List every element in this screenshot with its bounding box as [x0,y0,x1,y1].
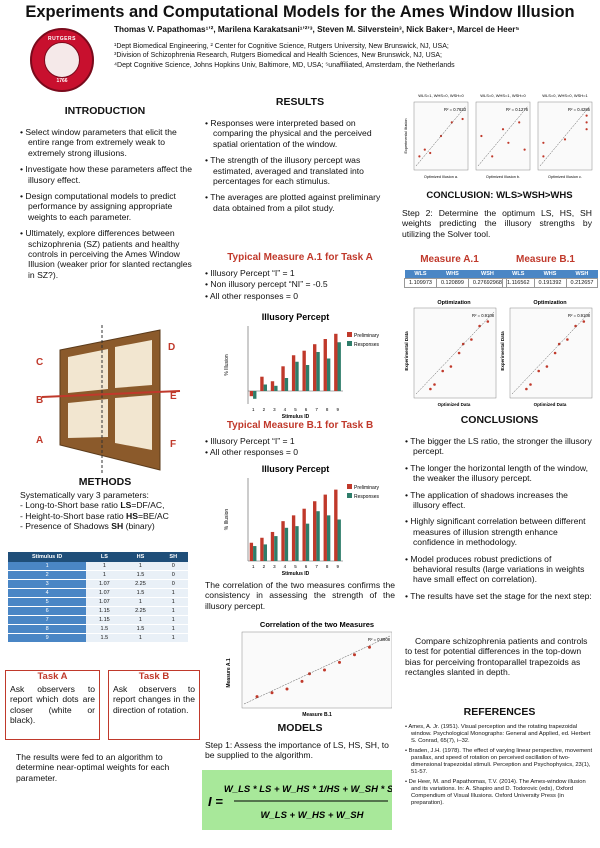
bar [264,385,267,392]
model-formula [202,770,392,830]
chart-title: Illusory Percept [261,312,330,322]
tick-label: 6 [304,564,308,569]
affiliation-line: ³Division of Schizophrenia Research, Rutgers Biomedical and Health Sciences, New Brunswick, NJ, USA; [114,52,442,60]
tick-label: 8 [325,564,329,569]
references-list [405,724,593,810]
legend-swatch [347,493,352,498]
coef-b-title: Measure B.1 [516,254,575,265]
r-squared-label: R² = 0.1276 [506,107,528,112]
y-axis-label: Experimental Data [500,331,505,371]
conclusion-label: CONCLUSION: [426,190,494,201]
reference-item: • De Heer, M. and Papathomas, T.V. (2014). The Ames-window illusion and its variations. In: A. Shapiro and D. Todorovic (eds), Oxford Compendium of Visual Illusions. Oxford University Press (in preparation). [405,779,586,806]
data-point [529,383,532,386]
bar [302,509,305,561]
y-axis-label: Measure A.1 [226,658,232,688]
table-cell: 0 [159,562,189,571]
methods-heading: METHODS [78,476,132,488]
table-cell: 9 [8,634,86,643]
chart-title: Optimization [533,300,567,306]
table-cell: 1.15 [86,616,122,625]
illusory-percept-chart-b [222,462,387,577]
measure-b-title: Typical Measure B.1 for Task B [226,420,374,431]
tick-label: 1 [252,564,255,569]
formula-graphic [202,770,392,830]
bar [274,536,277,561]
measure-a-title: Typical Measure A.1 for Task A [227,252,373,263]
ames-window-illustration [30,325,195,473]
data-point [429,388,432,391]
plot-area [510,308,592,398]
introduction-heading: INTRODUCTION [64,105,146,117]
tick-label: 8 [325,407,329,412]
tick-label: 2 [262,407,266,412]
data-point [368,646,371,649]
data-point [429,152,431,154]
chart-subtitle: WLS=0, WHS=0, WSH=1 [542,93,588,98]
window-pane [115,395,152,450]
seal-year: 1766 [56,78,68,84]
data-point [418,155,420,157]
tick-label: 2 [262,564,266,569]
illusory-percept-chart-a [222,310,387,420]
next-step-text: Compare schizophrenia patients and controls to test for potential differences in the top-down bias for perceiving frontoparallel trapezoids as rectangles slanted in depth. [405,636,588,678]
table-row [8,580,188,589]
table-cell: 1 [86,562,122,571]
bar [260,538,263,561]
plot-area [414,308,496,398]
tick-label: 7 [315,564,318,569]
list-item: • Select window parameters that elicit the entire range from extremely weak to extremely strong illusions. [20,127,198,158]
legend-label: Preliminary [354,485,380,491]
table-cell: 2 [8,571,86,580]
r-squared-label: R² = 0.7633 [444,107,466,112]
bar [250,391,253,396]
data-point [450,365,453,368]
chart-title: Optimized Illusion b. [485,175,521,179]
tick-label: 4 [283,407,287,412]
results-list [205,118,395,219]
data-point [502,128,504,130]
legend-swatch [347,484,352,489]
tick-label: 1 [252,407,255,412]
table-cell: 1 [159,625,189,634]
table-cell: 3 [8,580,86,589]
introduction-list [20,127,198,286]
table-cell: 1.5 [86,634,122,643]
x-axis-label: Stimulus ID [281,571,310,577]
data-point [338,661,341,664]
bar [313,501,316,561]
bar [327,359,330,392]
bar [281,521,284,561]
methods-list [20,490,200,532]
table-header: SH [159,552,189,562]
bar [292,515,295,561]
results-heading: RESULTS [275,96,325,108]
bar [334,490,337,561]
poster-title: Experiments and Computational Models for the Ames Window Illusion [25,3,575,21]
table-row [8,634,188,643]
references-heading: REFERENCES [463,706,536,718]
data-point [546,365,549,368]
table-header: LS [86,552,122,562]
r-squared-label: R² = 0.9108 [568,313,590,318]
tick-label: 7 [315,407,318,412]
window-pane [115,340,152,388]
coef-table-b: WLS WHS WSH 1.116562 0.191392 0.212657 [502,270,598,288]
legend-label: Responses [354,342,380,348]
seal-text: RUTGERS [48,36,76,42]
task-b-text: Ask observers to report changes in the direction of rotation. [113,684,195,715]
list-item: • The results have set the stage for the next step: [405,591,593,601]
chart-title: Optimization [437,300,471,306]
bar [302,351,305,391]
data-point [462,118,464,120]
data-point [566,338,569,341]
chart-subtitle: WLS=1, WHS=0, WSH=0 [418,93,464,98]
optimization-chart-a [402,296,497,408]
measure-a-list [205,268,395,302]
rutgers-seal-logo [30,28,94,92]
data-point [480,135,482,137]
data-point [487,320,490,323]
bar [271,381,274,391]
step2-text: Step 2: Determine the optimum LS, HS, SH weights predicting the illusory strengths by utilizing the Solver tool. [402,208,592,239]
data-point [323,669,326,672]
x-axis-label: Optimized Data [437,402,471,407]
list-item: • Responses were interpreted based on comparing the physical and the perceived spatial orientation of the window. [205,118,395,149]
methods-item: - Long-to-Short base ratio LS=DF/AC, [20,500,165,511]
formula-numerator: W_LS * LS + W_HS * 1/HS + W_SH * SH [223,784,392,795]
table-cell: 1.07 [86,580,122,589]
data-point [525,388,528,391]
bar [306,524,309,561]
bar [316,511,319,561]
table-cell: 1.5 [122,625,158,634]
tick-label: 9 [336,564,339,569]
table-cell: 1.07 [86,598,122,607]
data-point [441,370,444,373]
chart-title: Illusory Percept [261,464,330,474]
data-point [564,138,566,140]
bar [313,344,316,391]
x-axis-label: Optimized Data [533,402,567,407]
optimized-illusion-mini-charts [402,90,597,185]
table-cell: 1 [122,598,158,607]
label-d: D [168,342,176,353]
bar [338,520,341,562]
bar [334,334,337,391]
table-cell: 0 [159,571,189,580]
task-b-title: Task B [138,671,170,682]
label-c: C [36,357,44,368]
data-point [583,320,586,323]
list-item: • The strength of the illusory percept was estimated, averaged and translated into percentages for each stimulus. [205,155,395,186]
table-row [8,616,188,625]
affiliations [114,42,455,70]
bar [292,355,295,391]
formula-denominator: W_LS + W_HS + W_SH [260,810,364,821]
chart-title: Correlation of the two Measures [259,620,375,629]
y-axis-label: Experimental Illusion [404,118,408,154]
data-point [301,680,304,683]
table-cell: 1.5 [122,571,158,580]
conclusions-list [405,436,593,601]
table-row [8,562,188,571]
bar [316,352,319,391]
list-item: • All other responses = 0 [205,447,395,457]
legend-label: Preliminary [354,333,380,339]
table-cell: 1.07 [86,589,122,598]
data-point [507,142,509,144]
task-b-box [108,670,200,740]
reference-item: • Ames, A. Jr. (1951). Visual perception and the rotating trapezoidal window. Psychological Monographs: General and Applied, ed. Herbert S. Conrad, 65(7), i–32. [405,724,591,744]
tick-label: 9 [336,407,339,412]
bar [264,544,267,561]
legend-swatch [347,332,352,337]
label-a: A [36,435,44,446]
bar [253,546,256,561]
table-cell: 1 [122,616,158,625]
data-point [586,128,588,130]
table-cell: 1.5 [86,625,122,634]
bar [274,386,277,391]
x-axis-label: Stimulus ID [281,414,310,420]
correlation-text: The correlation of the two measures confirms the consistency in assessing the strength of the illusory percept. [205,580,395,611]
table-header: HS [122,552,158,562]
table-cell: 1 [159,589,189,598]
step1-text: Step 1: Assess the importance of LS, HS, SH, to be supplied to the algorithm. [205,740,389,761]
table-cell: 1 [159,598,189,607]
table-cell: 2.25 [122,580,158,589]
x-axis-label: Measure B.1 [302,712,332,718]
measure-b-list [205,436,395,459]
table-header: Stimulus ID [8,552,86,562]
label-e: E [170,391,177,402]
table-cell: 7 [8,616,86,625]
seal-emblem-icon [44,42,80,78]
data-point [542,142,544,144]
list-item: • Ultimately, explore differences between schizophrenia (SZ) patients and healthy controls in perceiving the Ames Window Illusion (weaker prior for slanted rectangles in SZ?). [20,228,198,280]
bar [295,526,298,561]
chart-title: Optimized Illusion c. [548,175,582,179]
r-squared-label: R² = 0.9108 [472,313,494,318]
coef-a-title: Measure A.1 [420,254,479,265]
table-cell: 8 [8,625,86,634]
table-cell: 0 [159,580,189,589]
list-item: • All other responses = 0 [205,291,395,301]
task-a-title: Task A [37,671,68,682]
list-item: • Design computational models to predict performance by assigning appropriate weights to each parameter. [20,191,198,222]
data-point [586,115,588,117]
bar [338,342,341,391]
data-point [271,691,274,694]
table-cell: 1.15 [86,607,122,616]
formula-lhs: I = [208,794,223,809]
bar [327,515,330,561]
bar [295,362,298,391]
bar [324,339,327,391]
methods-item: - Height-to-Short base ratio HS=BE/AC [20,510,169,521]
bar [253,391,256,399]
table-row [8,571,188,580]
y-axis-label: % Illusion [224,354,230,376]
bar [271,532,274,561]
table-cell: 4 [8,589,86,598]
data-point [424,149,426,151]
table-row [8,607,188,616]
table-row [8,625,188,634]
r-squared-label: R² = 0.4285 [568,107,590,112]
data-point [491,155,493,157]
data-point [518,121,520,123]
coef-table-a: WLS WHS WSH 1.109973 0.120899 0.27692968 [404,270,507,288]
tick-label: 6 [304,407,308,412]
list-item: • Illusory Percept “I” = 1 [205,436,395,446]
bar [324,495,327,561]
table-cell: 1 [122,562,158,571]
label-b: B [36,395,44,406]
table-cell: 1 [159,634,189,643]
methods-item: - Presence of Shadows SH (binary) [20,521,155,532]
models-heading: MODELS [277,722,323,734]
list-item: • The longer the horizontal length of the window, the weaker the illusory percept. [405,463,593,484]
bar [285,378,288,391]
table-cell: 1 [159,607,189,616]
conclusions-heading: CONCLUSIONS [460,414,539,426]
list-item: • The application of shadows increases the illusory effect. [405,490,593,511]
table-cell: 6 [8,607,86,616]
table-cell: 1 [8,562,86,571]
methods-intro: Systematically vary 3 parameters: [20,490,149,500]
list-item: • Investigate how these parameters affect the illusory effect. [20,164,198,185]
data-point [524,149,526,151]
data-point [458,352,461,355]
chart-title: Optimized Illusion a. [423,175,459,179]
task-a-box [5,670,100,740]
tick-label: 3 [273,407,276,412]
table-cell: 1 [86,571,122,580]
data-point [433,383,436,386]
plot-area [242,632,392,708]
data-point [586,121,588,123]
tick-label: 5 [294,564,297,569]
bar [306,365,309,391]
data-point [353,653,356,656]
y-axis-label: % Illusion [224,508,230,531]
r-squared-label: R² = 0.8908 [368,637,390,642]
y-axis-label: Experimental Data [404,331,409,371]
conclusion-line [402,190,597,201]
data-point [542,155,544,157]
list-item: • Non illusory percept “NI” = -0.5 [205,279,395,289]
list-item: • Highly significant correlation between different measures of illusion strength enhance confidence in methodology. [405,516,593,547]
data-point [470,338,473,341]
optimization-chart-b [498,296,595,408]
correlation-chart [222,618,392,718]
table-cell: 1.5 [122,589,158,598]
affiliation-line: ¹Dept Biomedical Engineering, ² Center for Cognitive Science, Rutgers University, New Brunswick, NJ, USA; [114,43,449,50]
stimulus-table [8,552,188,643]
table-cell: 1 [122,634,158,643]
author-list: Thomas V. Papathomas¹ʼ², Marilena Karakatsani¹ʼ²ʼ³, Steven M. Silverstein³, Nick Baker⁴, Marcel de Heer⁵ [114,25,520,34]
conclusion-formula: WLS>WSH>WHS [496,190,573,201]
task-a-text: Ask observers to report which dots are closer (white or black). [10,684,95,726]
reference-item: • Braden, J.H. (1978). The effect of varying linear perspective, movement parallax, and speed of rotation on perceived oscillation of two-dimensional trapezoidal stimuli. Perception and Psychophysics, 23(1), 51-57. [405,748,593,775]
table-cell: 2.25 [122,607,158,616]
table-cell: 5 [8,598,86,607]
bar [250,543,253,561]
bar [285,528,288,561]
list-item: • The bigger the LS ratio, the stronger the illusory percept. [405,436,593,457]
bar [281,366,284,391]
label-f: F [170,439,177,450]
legend-label: Responses [354,494,380,500]
chart-subtitle: WLS=0, WHS=1, WSH=0 [480,93,526,98]
list-item: • The averages are plotted against preliminary data obtained from a pilot study. [205,192,395,213]
list-item: • Model produces robust predictions of behavioral results (large variations in weights have small effect on correlation). [405,554,593,585]
data-point [286,688,289,691]
data-point [554,352,557,355]
table-row [8,598,188,607]
table-row [8,589,188,598]
bar [260,377,263,391]
tick-label: 3 [273,564,276,569]
methods-footer: The results were fed to an algorithm to determine near-optimal weights for each parameter. [16,752,170,783]
data-point [537,370,540,373]
table-cell: 1 [159,616,189,625]
legend-swatch [347,341,352,346]
tick-label: 5 [294,407,297,412]
list-item: • Illusory Percept “I” = 1 [205,268,395,278]
affiliation-line: ⁴Dept Cognitive Science, Johns Hopkins Univ, Baltimore, MD, USA; ⁵unaffiliated, Amsterdam, the Netherlands [114,61,455,69]
tick-label: 4 [283,564,287,569]
